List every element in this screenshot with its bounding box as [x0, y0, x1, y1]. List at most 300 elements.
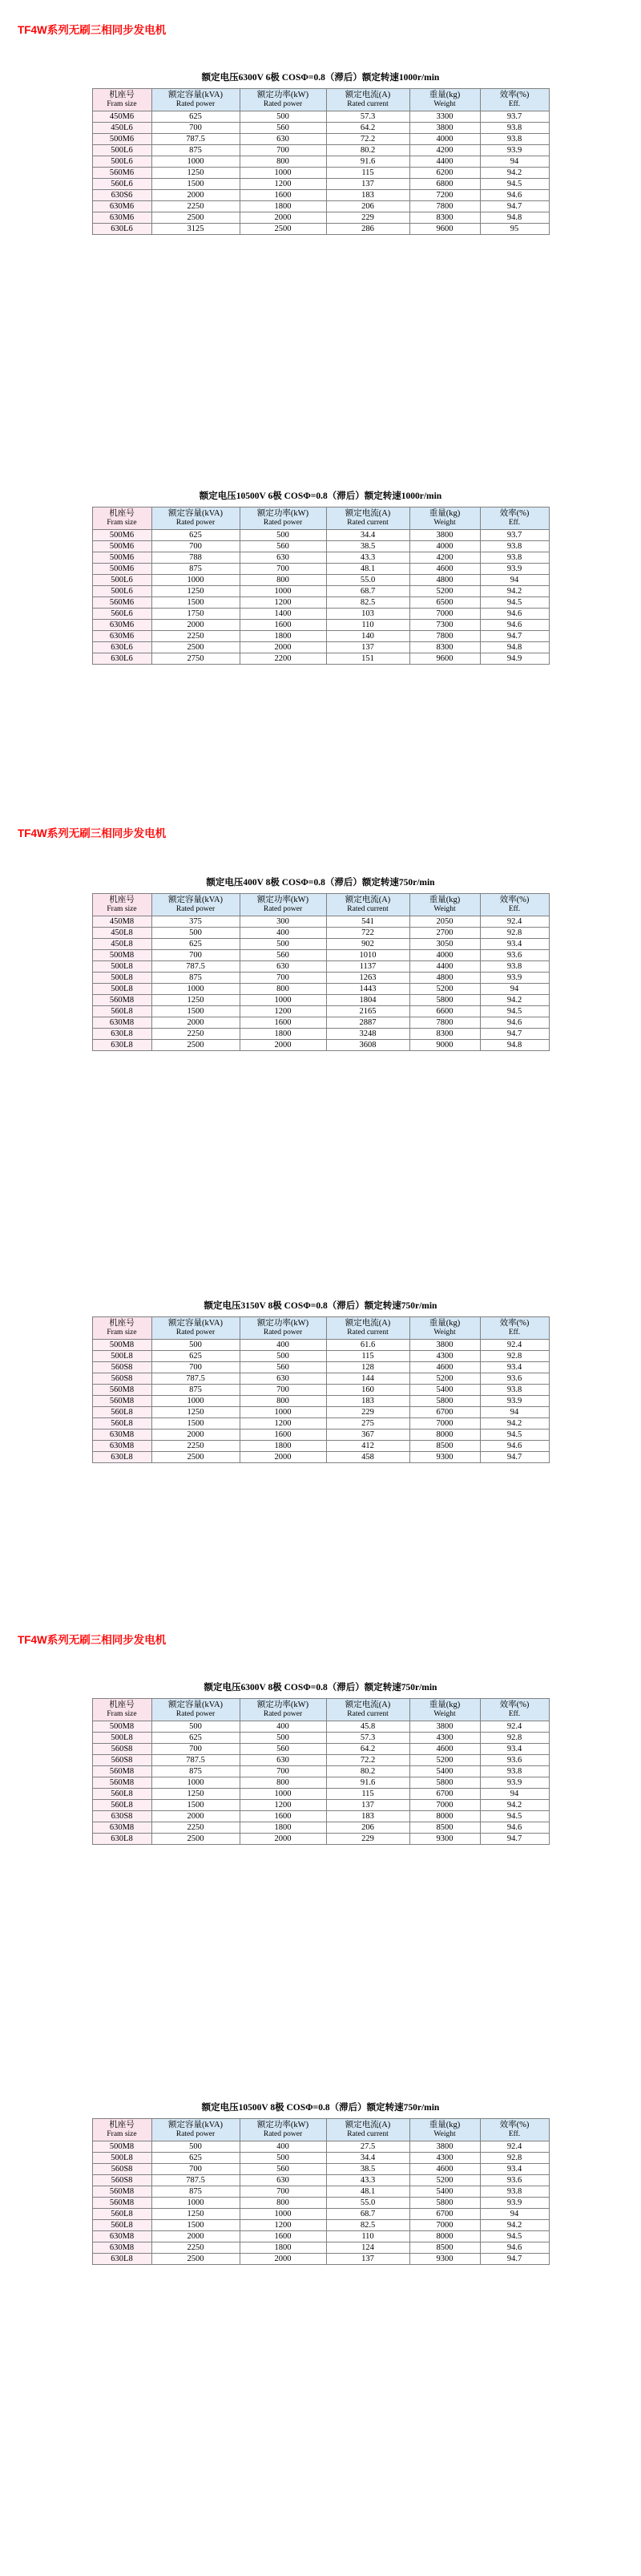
cell-value: 5400 — [409, 1766, 480, 1777]
cell-value: 94 — [480, 2209, 549, 2220]
table-row — [92, 1744, 549, 1755]
column-header-cn: 额定容量(kVA) — [167, 896, 224, 904]
cell-value: 72.2 — [326, 1755, 409, 1766]
cell-value: 1000 — [240, 168, 326, 179]
cell-value: 4300 — [409, 2153, 480, 2164]
cell-value: 1500 — [151, 179, 240, 190]
cell-value: 1500 — [151, 597, 240, 609]
cell-value: 8000 — [409, 1430, 480, 1441]
cell-value: 94.6 — [480, 1017, 549, 1029]
cell-value: 1600 — [240, 2231, 326, 2242]
cell-value: 2500 — [240, 224, 326, 235]
cell-value: 1400 — [240, 609, 326, 620]
column-header-en: Eff. — [508, 2130, 521, 2139]
table-row — [92, 1006, 549, 1017]
cell-frame-size: 500L8 — [92, 984, 151, 995]
column-header-cn: 效率(%) — [499, 2121, 530, 2129]
column-header-cn: 机座号 — [109, 1319, 135, 1328]
column-header-en: Rated power — [263, 1710, 303, 1719]
cell-frame-size: 630M6 — [92, 212, 151, 224]
cell-value: 94.8 — [480, 642, 549, 653]
cell-value: 93.8 — [480, 2186, 549, 2198]
cell-value: 630 — [240, 2175, 326, 2186]
column-header-cn: 重量(kg) — [429, 1700, 461, 1709]
cell-value: 2250 — [151, 1441, 240, 1452]
cell-value: 94.6 — [480, 1441, 549, 1452]
column-header-cn: 重量(kg) — [429, 2121, 461, 2129]
column-header-rated-capacity — [151, 1699, 240, 1721]
table-row — [92, 111, 549, 123]
cell-value: 875 — [151, 564, 240, 575]
table-caption: 额定电压6300V 6极 COSΦ=0.8（滞后）额定转速1000r/min — [201, 73, 440, 83]
cell-value: 27.5 — [326, 2141, 409, 2153]
table-row — [92, 2209, 549, 2220]
column-header-cn: 重量(kg) — [429, 896, 461, 904]
column-header-cn: 额定电流(A) — [345, 91, 391, 99]
table-row — [92, 2153, 549, 2164]
cell-value: 5800 — [409, 1396, 480, 1407]
cell-frame-size: 560L8 — [92, 1789, 151, 1800]
cell-value: 34.4 — [326, 2153, 409, 2164]
cell-value: 5400 — [409, 1385, 480, 1396]
cell-value: 94.5 — [480, 179, 549, 190]
cell-value: 1800 — [240, 2242, 326, 2254]
cell-frame-size: 630L8 — [92, 2254, 151, 2265]
cell-value: 560 — [240, 1362, 326, 1373]
cell-value: 275 — [326, 1418, 409, 1430]
cell-value: 2000 — [240, 212, 326, 224]
column-header-cn: 效率(%) — [499, 1700, 530, 1709]
cell-value: 110 — [326, 620, 409, 631]
column-header-en: Fram size — [107, 905, 137, 914]
cell-value: 94.6 — [480, 1822, 549, 1834]
column-header-weight — [409, 508, 480, 530]
cell-value: 4300 — [409, 1351, 480, 1362]
cell-value: 94.5 — [480, 597, 549, 609]
table-wrapper — [0, 893, 641, 1051]
cell-value: 82.5 — [326, 597, 409, 609]
column-header-cn: 额定功率(kW) — [256, 2121, 309, 2129]
table-caption: 额定电压3150V 8极 COSΦ=0.8（滞后）额定转速750r/min — [204, 1301, 437, 1311]
cell-value: 2250 — [151, 631, 240, 642]
cell-frame-size: 450L6 — [92, 123, 151, 134]
cell-value: 4000 — [409, 134, 480, 145]
column-header-cn: 额定功率(kW) — [256, 91, 309, 99]
cell-value: 64.2 — [326, 123, 409, 134]
cell-value: 94.5 — [480, 2231, 549, 2242]
cell-value: 93.9 — [480, 1777, 549, 1789]
column-header-frame-size — [92, 2119, 151, 2141]
cell-value: 3800 — [409, 530, 480, 541]
table-row — [92, 224, 549, 235]
table-header-row — [92, 1317, 549, 1340]
cell-value: 2500 — [151, 642, 240, 653]
cell-frame-size: 500M8 — [92, 950, 151, 961]
cell-value: 286 — [326, 224, 409, 235]
cell-value: 1200 — [240, 1800, 326, 1811]
cell-value: 2000 — [151, 190, 240, 201]
table-row — [92, 1766, 549, 1777]
cell-value: 144 — [326, 1373, 409, 1385]
cell-value: 94.7 — [480, 631, 549, 642]
table-row — [92, 541, 549, 552]
cell-value: 4600 — [409, 564, 480, 575]
cell-value: 1800 — [240, 1822, 326, 1834]
cell-value: 4600 — [409, 1362, 480, 1373]
table-row — [92, 1017, 549, 1029]
cell-value: 93.9 — [480, 1396, 549, 1407]
cell-value: 2000 — [151, 620, 240, 631]
cell-value: 92.8 — [480, 2153, 549, 2164]
cell-value: 2500 — [151, 1040, 240, 1051]
cell-value: 1000 — [151, 575, 240, 586]
column-header-rated-power — [240, 508, 326, 530]
table-row — [92, 620, 549, 631]
cell-value: 700 — [240, 1766, 326, 1777]
cell-value: 700 — [240, 564, 326, 575]
table-row — [92, 2141, 549, 2153]
cell-frame-size: 560L8 — [92, 1800, 151, 1811]
cell-value: 1010 — [326, 950, 409, 961]
cell-value: 4200 — [409, 145, 480, 156]
table-row — [92, 168, 549, 179]
cell-value: 72.2 — [326, 134, 409, 145]
column-header-cn: 额定电流(A) — [345, 509, 391, 518]
cell-value: 300 — [240, 916, 326, 928]
cell-frame-size: 560M8 — [92, 1396, 151, 1407]
cell-frame-size: 560L8 — [92, 1418, 151, 1430]
cell-value: 875 — [151, 973, 240, 984]
column-header-cn: 额定容量(kVA) — [167, 1319, 224, 1328]
table-row — [92, 552, 549, 564]
cell-value: 3300 — [409, 111, 480, 123]
cell-value: 115 — [326, 1789, 409, 1800]
cell-value: 94 — [480, 1407, 549, 1418]
column-header-rated-capacity — [151, 1317, 240, 1340]
cell-value: 1250 — [151, 1789, 240, 1800]
column-header-rated-power — [240, 894, 326, 916]
cell-frame-size: 500M6 — [92, 564, 151, 575]
column-header-en: Rated power — [175, 100, 216, 109]
cell-value: 48.1 — [326, 564, 409, 575]
cell-value: 1200 — [240, 1418, 326, 1430]
column-header-en: Fram size — [107, 100, 137, 109]
cell-value: 8000 — [409, 1811, 480, 1822]
table-row — [92, 2220, 549, 2231]
cell-value: 94 — [480, 156, 549, 168]
cell-frame-size: 500L6 — [92, 586, 151, 597]
cell-value: 93.8 — [480, 552, 549, 564]
cell-value: 55.0 — [326, 2198, 409, 2209]
cell-value: 1000 — [151, 984, 240, 995]
table-row — [92, 1441, 549, 1452]
column-header-en: Fram size — [107, 1328, 137, 1337]
column-header-cn: 额定电流(A) — [345, 1319, 391, 1328]
column-header-efficiency — [480, 1699, 549, 1721]
cell-value: 1804 — [326, 995, 409, 1006]
cell-value: 43.3 — [326, 2175, 409, 2186]
column-header-rated-power — [240, 89, 326, 111]
cell-value: 94.6 — [480, 620, 549, 631]
column-header-en: Rated power — [175, 1328, 216, 1337]
cell-value: 4600 — [409, 2164, 480, 2175]
column-header-en: Eff. — [508, 1710, 521, 1719]
column-header-cn: 效率(%) — [499, 91, 530, 99]
column-header-efficiency — [480, 1317, 549, 1340]
cell-value: 500 — [240, 111, 326, 123]
cell-value: 9300 — [409, 1452, 480, 1463]
column-header-cn: 额定功率(kW) — [256, 1319, 309, 1328]
cell-value: 625 — [151, 1351, 240, 1362]
cell-value: 94.2 — [480, 2220, 549, 2231]
table-wrapper — [0, 507, 641, 665]
cell-value: 700 — [240, 2186, 326, 2198]
spec-table — [92, 2118, 550, 2265]
table-row — [92, 609, 549, 620]
cell-value: 93.8 — [480, 961, 549, 973]
cell-value: 7000 — [409, 2220, 480, 2231]
cell-value: 787.5 — [151, 961, 240, 973]
cell-value: 625 — [151, 530, 240, 541]
cell-value: 1500 — [151, 2220, 240, 2231]
cell-value: 4400 — [409, 156, 480, 168]
cell-value: 94.7 — [480, 1834, 549, 1845]
column-header-en: Rated power — [175, 519, 216, 528]
cell-value: 875 — [151, 2186, 240, 2198]
cell-value: 93.8 — [480, 541, 549, 552]
cell-value: 5200 — [409, 586, 480, 597]
cell-value: 5800 — [409, 2198, 480, 2209]
cell-value: 500 — [240, 530, 326, 541]
cell-value: 1500 — [151, 1418, 240, 1430]
cell-value: 7800 — [409, 1017, 480, 1029]
cell-value: 94.7 — [480, 201, 549, 212]
table-header-row — [92, 2119, 549, 2141]
cell-value: 93.8 — [480, 134, 549, 145]
cell-value: 124 — [326, 2242, 409, 2254]
cell-value: 500 — [151, 928, 240, 939]
table-row — [92, 530, 549, 541]
column-header-rated-power — [240, 1699, 326, 1721]
cell-value: 92.4 — [480, 2141, 549, 2153]
column-header-cn: 效率(%) — [499, 896, 530, 904]
column-header-en: Weight — [433, 519, 456, 528]
table-row — [92, 1373, 549, 1385]
column-header-en: Rated power — [263, 100, 303, 109]
cell-frame-size: 500L8 — [92, 961, 151, 973]
table-row — [92, 928, 549, 939]
cell-value: 140 — [326, 631, 409, 642]
cell-frame-size: 560L6 — [92, 179, 151, 190]
cell-value: 500 — [151, 2141, 240, 2153]
cell-value: 68.7 — [326, 2209, 409, 2220]
cell-value: 93.4 — [480, 1744, 549, 1755]
table-row — [92, 653, 549, 665]
cell-value: 700 — [151, 950, 240, 961]
cell-frame-size: 560S8 — [92, 1755, 151, 1766]
table-row — [92, 201, 549, 212]
cell-value: 4300 — [409, 1733, 480, 1744]
cell-value: 630 — [240, 1755, 326, 1766]
cell-value: 93.6 — [480, 2175, 549, 2186]
cell-value: 1600 — [240, 620, 326, 631]
column-header-cn: 额定功率(kW) — [256, 1700, 309, 1709]
cell-value: 6700 — [409, 2209, 480, 2220]
cell-frame-size: 560M8 — [92, 1385, 151, 1396]
cell-frame-size: 500M6 — [92, 552, 151, 564]
cell-value: 367 — [326, 1430, 409, 1441]
table-row — [92, 961, 549, 973]
table-row — [92, 1040, 549, 1051]
cell-value: 2000 — [240, 642, 326, 653]
cell-value: 1250 — [151, 586, 240, 597]
column-header-frame-size — [92, 89, 151, 111]
column-header-en: Rated current — [347, 100, 389, 109]
cell-value: 1000 — [240, 1789, 326, 1800]
cell-value: 7000 — [409, 1418, 480, 1430]
column-header-en: Rated current — [347, 1710, 389, 1719]
cell-value: 700 — [240, 1385, 326, 1396]
column-header-weight — [409, 89, 480, 111]
cell-value: 2250 — [151, 1822, 240, 1834]
table-row — [92, 1721, 549, 1733]
cell-value: 137 — [326, 2254, 409, 2265]
cell-value: 1250 — [151, 2209, 240, 2220]
cell-value: 94.8 — [480, 1040, 549, 1051]
cell-value: 4600 — [409, 1744, 480, 1755]
cell-value: 94.7 — [480, 1452, 549, 1463]
table-wrapper — [0, 1698, 641, 1845]
cell-frame-size: 450L8 — [92, 928, 151, 939]
cell-frame-size: 630M6 — [92, 631, 151, 642]
cell-value: 115 — [326, 168, 409, 179]
table-header-row — [92, 508, 549, 530]
table-row — [92, 1800, 549, 1811]
cell-value: 94.5 — [480, 1811, 549, 1822]
cell-frame-size: 560M6 — [92, 597, 151, 609]
column-header-rated-capacity — [151, 894, 240, 916]
cell-value: 115 — [326, 1351, 409, 1362]
cell-value: 1200 — [240, 597, 326, 609]
column-header-en: Rated power — [263, 1328, 303, 1337]
cell-value: 1200 — [240, 1006, 326, 1017]
column-header-frame-size — [92, 1699, 151, 1721]
cell-value: 2750 — [151, 653, 240, 665]
cell-value: 2000 — [240, 2254, 326, 2265]
cell-value: 2500 — [151, 1834, 240, 1845]
cell-value: 1000 — [240, 1407, 326, 1418]
column-header-en: Fram size — [107, 1710, 137, 1719]
table-row — [92, 1407, 549, 1418]
cell-value: 1263 — [326, 973, 409, 984]
cell-frame-size: 560M8 — [92, 1777, 151, 1789]
column-header-weight — [409, 894, 480, 916]
cell-value: 630 — [240, 1373, 326, 1385]
table-row — [92, 564, 549, 575]
cell-value: 92.4 — [480, 1340, 549, 1351]
table-row — [92, 995, 549, 1006]
column-header-weight — [409, 2119, 480, 2141]
cell-value: 183 — [326, 190, 409, 201]
cell-value: 229 — [326, 212, 409, 224]
cell-value: 34.4 — [326, 530, 409, 541]
cell-value: 8300 — [409, 1029, 480, 1040]
cell-value: 560 — [240, 950, 326, 961]
table-row — [92, 212, 549, 224]
column-header-efficiency — [480, 894, 549, 916]
cell-value: 94.2 — [480, 586, 549, 597]
column-header-rated-current — [326, 508, 409, 530]
table-header-row — [92, 894, 549, 916]
cell-frame-size: 500L8 — [92, 973, 151, 984]
cell-value: 94 — [480, 575, 549, 586]
cell-frame-size: 450L8 — [92, 939, 151, 950]
cell-value: 94.2 — [480, 168, 549, 179]
section-title: TF4W系列无刷三相同步发电机 — [18, 827, 167, 839]
cell-value: 93.9 — [480, 2198, 549, 2209]
cell-frame-size: 500L8 — [92, 2153, 151, 2164]
cell-frame-size: 560M8 — [92, 1766, 151, 1777]
table-caption: 额定电压6300V 8极 COSΦ=0.8（滞后）额定转速750r/min — [204, 1683, 437, 1692]
column-header-cn: 重量(kg) — [429, 91, 461, 99]
cell-value: 625 — [151, 939, 240, 950]
cell-value: 93.4 — [480, 1362, 549, 1373]
cell-value: 6200 — [409, 168, 480, 179]
table-row — [92, 1385, 549, 1396]
column-header-en: Eff. — [508, 905, 521, 914]
column-header-efficiency — [480, 508, 549, 530]
table-row — [92, 1777, 549, 1789]
cell-frame-size: 560L8 — [92, 1407, 151, 1418]
cell-frame-size: 630L8 — [92, 1029, 151, 1040]
cell-value: 93.8 — [480, 1385, 549, 1396]
cell-value: 722 — [326, 928, 409, 939]
table-row — [92, 1452, 549, 1463]
column-header-cn: 额定容量(kVA) — [167, 1700, 224, 1709]
cell-frame-size: 450M6 — [92, 111, 151, 123]
table-row — [92, 586, 549, 597]
cell-value: 1000 — [240, 995, 326, 1006]
table-row — [92, 597, 549, 609]
cell-value: 48.1 — [326, 2186, 409, 2198]
cell-value: 2000 — [151, 1811, 240, 1822]
cell-frame-size: 630M8 — [92, 1822, 151, 1834]
cell-value: 2500 — [151, 212, 240, 224]
table-row — [92, 1396, 549, 1407]
cell-value: 375 — [151, 916, 240, 928]
column-header-rated-capacity — [151, 89, 240, 111]
cell-value: 875 — [151, 1766, 240, 1777]
cell-value: 700 — [151, 1744, 240, 1755]
cell-value: 1500 — [151, 1800, 240, 1811]
cell-value: 94.5 — [480, 1430, 549, 1441]
section-title: TF4W系列无刷三相同步发电机 — [18, 1634, 167, 1646]
cell-value: 2000 — [240, 1040, 326, 1051]
cell-frame-size: 560M8 — [92, 995, 151, 1006]
cell-value: 151 — [326, 653, 409, 665]
table-row — [92, 2254, 549, 2265]
column-header-en: Rated power — [175, 905, 216, 914]
cell-value: 93.4 — [480, 2164, 549, 2175]
table-row — [92, 631, 549, 642]
cell-frame-size: 630S8 — [92, 1811, 151, 1822]
cell-value: 38.5 — [326, 2164, 409, 2175]
cell-value: 630 — [240, 552, 326, 564]
cell-value: 458 — [326, 1452, 409, 1463]
cell-value: 9300 — [409, 2254, 480, 2265]
cell-value: 2000 — [151, 1017, 240, 1029]
cell-value: 80.2 — [326, 1766, 409, 1777]
